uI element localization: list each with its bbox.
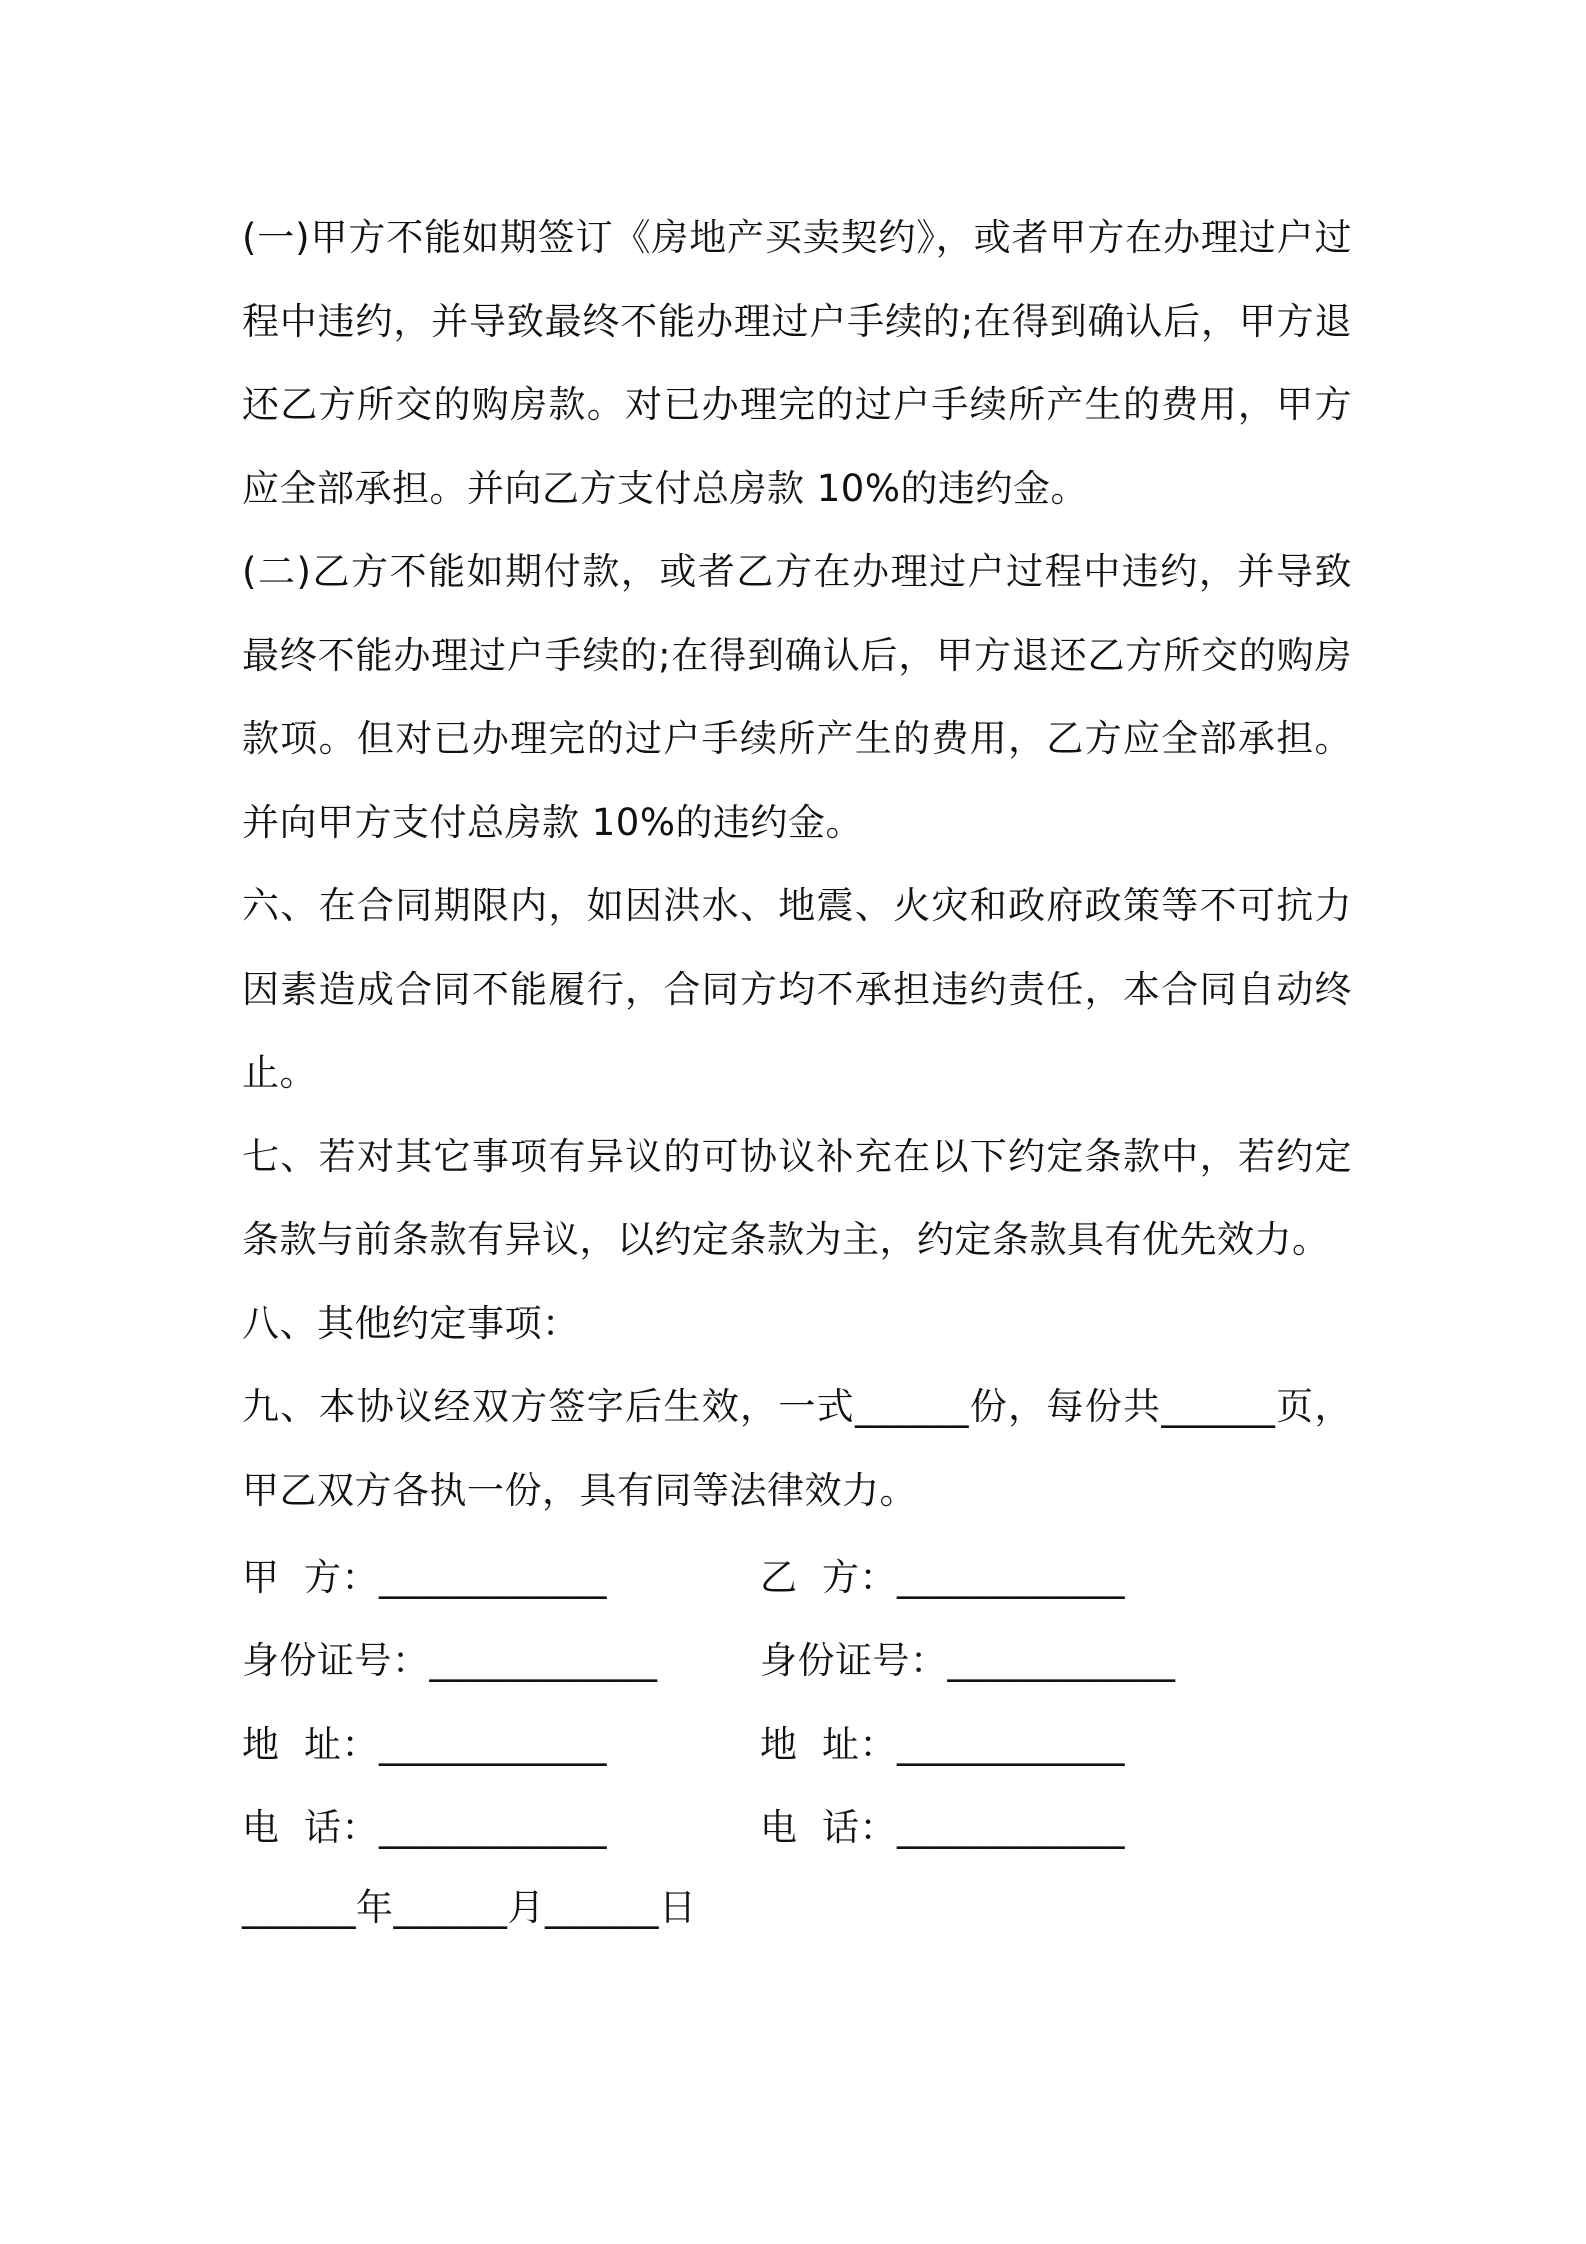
clause-six-force-majeure: 六、在合同期限内，如因洪水、地震、火灾和政府政策等不可抗力因素造成合同不能履行，合同方均不承担违约责任，本合同自动终止。 bbox=[242, 884, 1352, 1094]
phone-a-field: 电 话：____________ bbox=[242, 1806, 608, 1850]
id-b-field: 身份证号：____________ bbox=[760, 1639, 1176, 1683]
phone-b-field: 电 话：____________ bbox=[760, 1806, 1126, 1850]
signature-row-address bbox=[242, 1699, 1352, 1783]
party-b-field: 乙 方：____________ bbox=[760, 1555, 1126, 1599]
clause-eight-other: 八、其他约定事项： bbox=[242, 1301, 580, 1345]
signature-row-id bbox=[242, 1616, 1352, 1700]
clause-seven-supplement: 七、若对其它事项有异议的可协议补充在以下约定条款中，若约定条款与前条款有异议，以约定条款为主，约定条款具有优先效力。 bbox=[242, 1134, 1352, 1261]
signature-row-phone bbox=[242, 1783, 1352, 1867]
address-b-field: 地 址：____________ bbox=[760, 1722, 1126, 1766]
contract-body bbox=[242, 196, 1352, 1950]
clause-b-breach-buyer: (二)乙方不能如期付款，或者乙方在办理过户过程中违约，并导致最终不能办理过户手续的;在得到确认后，甲方退还乙方所交的购房款项。但对已办理完的过户手续所产生的费用，乙方应全部承担。并向甲方支付总房款 10%的违约金。 bbox=[242, 550, 1352, 844]
clause-nine-effect: 九、本协议经双方签字后生效，一式______份，每份共______页，甲乙双方各执一份，具有同等法律效力。 bbox=[242, 1385, 1352, 1512]
address-a-field: 地 址：____________ bbox=[242, 1722, 608, 1766]
date-line: ______年______月______日 bbox=[242, 1886, 697, 1929]
party-a-field: 甲 方：____________ bbox=[242, 1555, 608, 1599]
signature-row-party bbox=[242, 1532, 1352, 1616]
id-a-field: 身份证号：____________ bbox=[242, 1639, 658, 1683]
clause-a-breach-seller: (一)甲方不能如期签订《房地产买卖契约》，或者甲方在办理过户过程中违约，并导致最终不能办理过户手续的;在得到确认后，甲方退还乙方所交的购房款。对已办理完的过户手续所产生的费用，甲方应全部承担。并向乙方支付总房款 10%的违约金。 bbox=[242, 216, 1352, 510]
